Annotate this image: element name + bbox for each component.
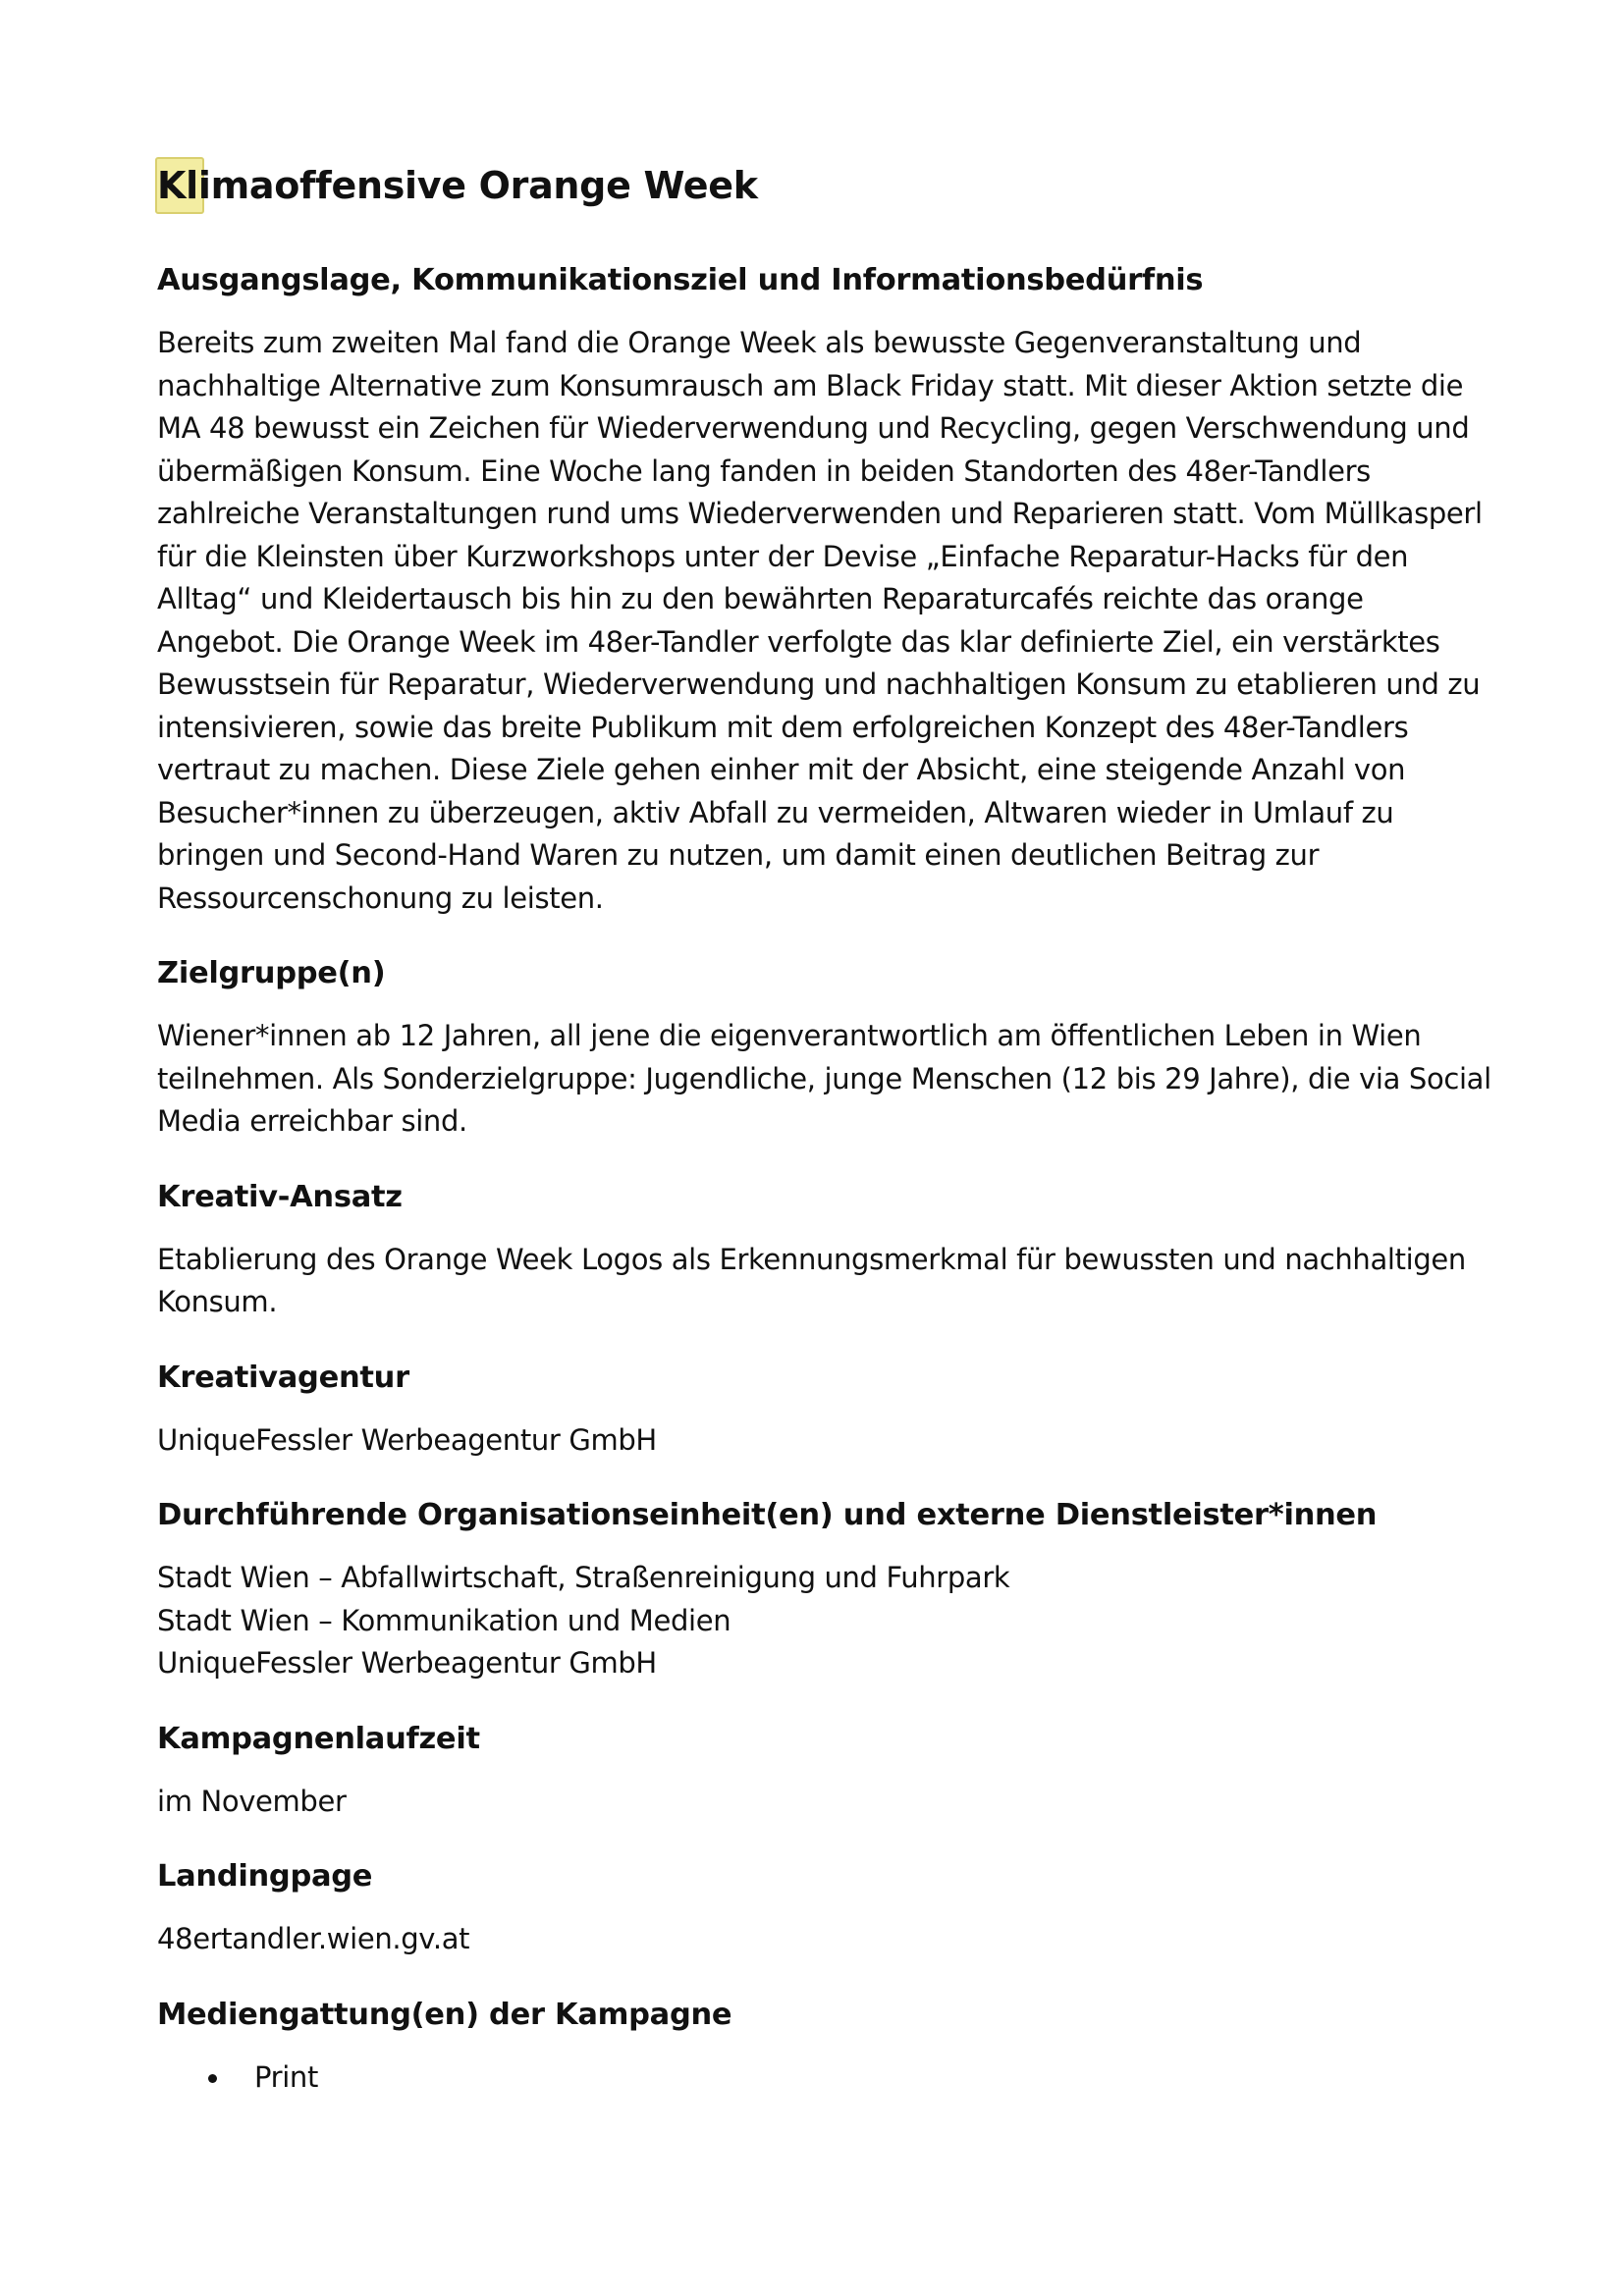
- organisation-list: [157, 1557, 1492, 1685]
- paragraph-kampagnenlaufzeit: im November: [157, 1784, 347, 1818]
- document-content: [157, 155, 1492, 2099]
- list-item-label: Print: [254, 2059, 318, 2094]
- heading-landingpage: Landingpage: [157, 1859, 373, 1894]
- heading-kampagnenlaufzeit: Kampagnenlaufzeit: [157, 1721, 480, 1756]
- list-item: [157, 2056, 1492, 2100]
- heading-kreativagentur: Kreativagentur: [157, 1360, 409, 1395]
- paragraph-landingpage: 48ertandler.wien.gv.at: [157, 1922, 470, 1955]
- heading-kreativ-ansatz: Kreativ-Ansatz: [157, 1179, 403, 1214]
- document-title-text: Klimaoffensive Orange Week: [157, 164, 758, 207]
- paragraph-ausgangslage: Bereits zum zweiten Mal fand die Orange Week als bewusste Gegenveranstaltung und nachhaltige Alternative zum Konsumrausch am Black Friday statt. Mit dieser Aktion setzte die MA 48 bewusst ein Zeichen für Wiederverwendung und Recycling, gegen Verschwendung und übermäßigen Konsum. Eine Woche lang fanden in beiden Standorten des 48er-Tandlers zahlreiche Veranstaltungen rund ums Wiederverwenden und Reparieren statt. Vom Müllkasperl für die Kleinsten über Kurzworkshops unter der Devise „Einfache Reparatur-Hacks für den Alltag“ und Kleidertausch bis hin zu den bewährten Reparaturcafés reichte das orange Angebot. Die Orange Week im 48er-Tandler verfolgte das klar definierte Ziel, ein verstärktes Bewusstsein für Reparatur, Wiederverwendung und nachhaltigen Konsum zu etablieren und zu intensivieren, sowie das breite Publikum mit dem erfolgreichen Konzept des 48er-Tandlers vertraut zu machen. Diese Ziele gehen einher mit der Absicht, eine steigende Anzahl von Besucher*innen zu überzeugen, aktiv Abfall zu vermeiden, Altwaren wieder in Umlauf zu bringen und Second-Hand Waren zu nutzen, um damit einen deutlichen Beitrag zur Ressourcenschonung zu leisten.: [157, 326, 1483, 915]
- organisation-line: Stadt Wien – Abfallwirtschaft, Straßenreinigung und Fuhrpark: [157, 1561, 1010, 1594]
- heading-organisation: Durchführende Organisationseinheit(en) und externe Dienstleister*innen: [157, 1498, 1378, 1532]
- paragraph-zielgruppe: Wiener*innen ab 12 Jahren, all jene die eigenverantwortlich am öffentlichen Leben in Wien teilnehmen. Als Sonderzielgruppe: Jugendliche, junge Menschen (12 bis 29 Jahre), die via Social Media erreichbar sind.: [157, 1019, 1491, 1138]
- organisation-line: UniqueFessler Werbeagentur GmbH: [157, 1646, 657, 1680]
- paragraph-kreativ-ansatz: Etablierung des Orange Week Logos als Erkennungsmerkmal für bewussten und nachhaltigen Konsum.: [157, 1242, 1466, 1318]
- paragraph-kreativagentur: UniqueFessler Werbeagentur GmbH: [157, 1422, 657, 1457]
- bullet-icon: [208, 2074, 217, 2083]
- document-title: [157, 155, 1492, 216]
- heading-mediengattungen: Mediengattung(en) der Kampagne: [157, 1997, 732, 2032]
- heading-ausgangslage: Ausgangslage, Kommunikationsziel und Informationsbedürfnis: [157, 263, 1204, 297]
- heading-zielgruppe: Zielgruppe(n): [157, 956, 386, 990]
- mediengattungen-list: [157, 2056, 1492, 2100]
- organisation-line: Stadt Wien – Kommunikation und Medien: [157, 1603, 731, 1637]
